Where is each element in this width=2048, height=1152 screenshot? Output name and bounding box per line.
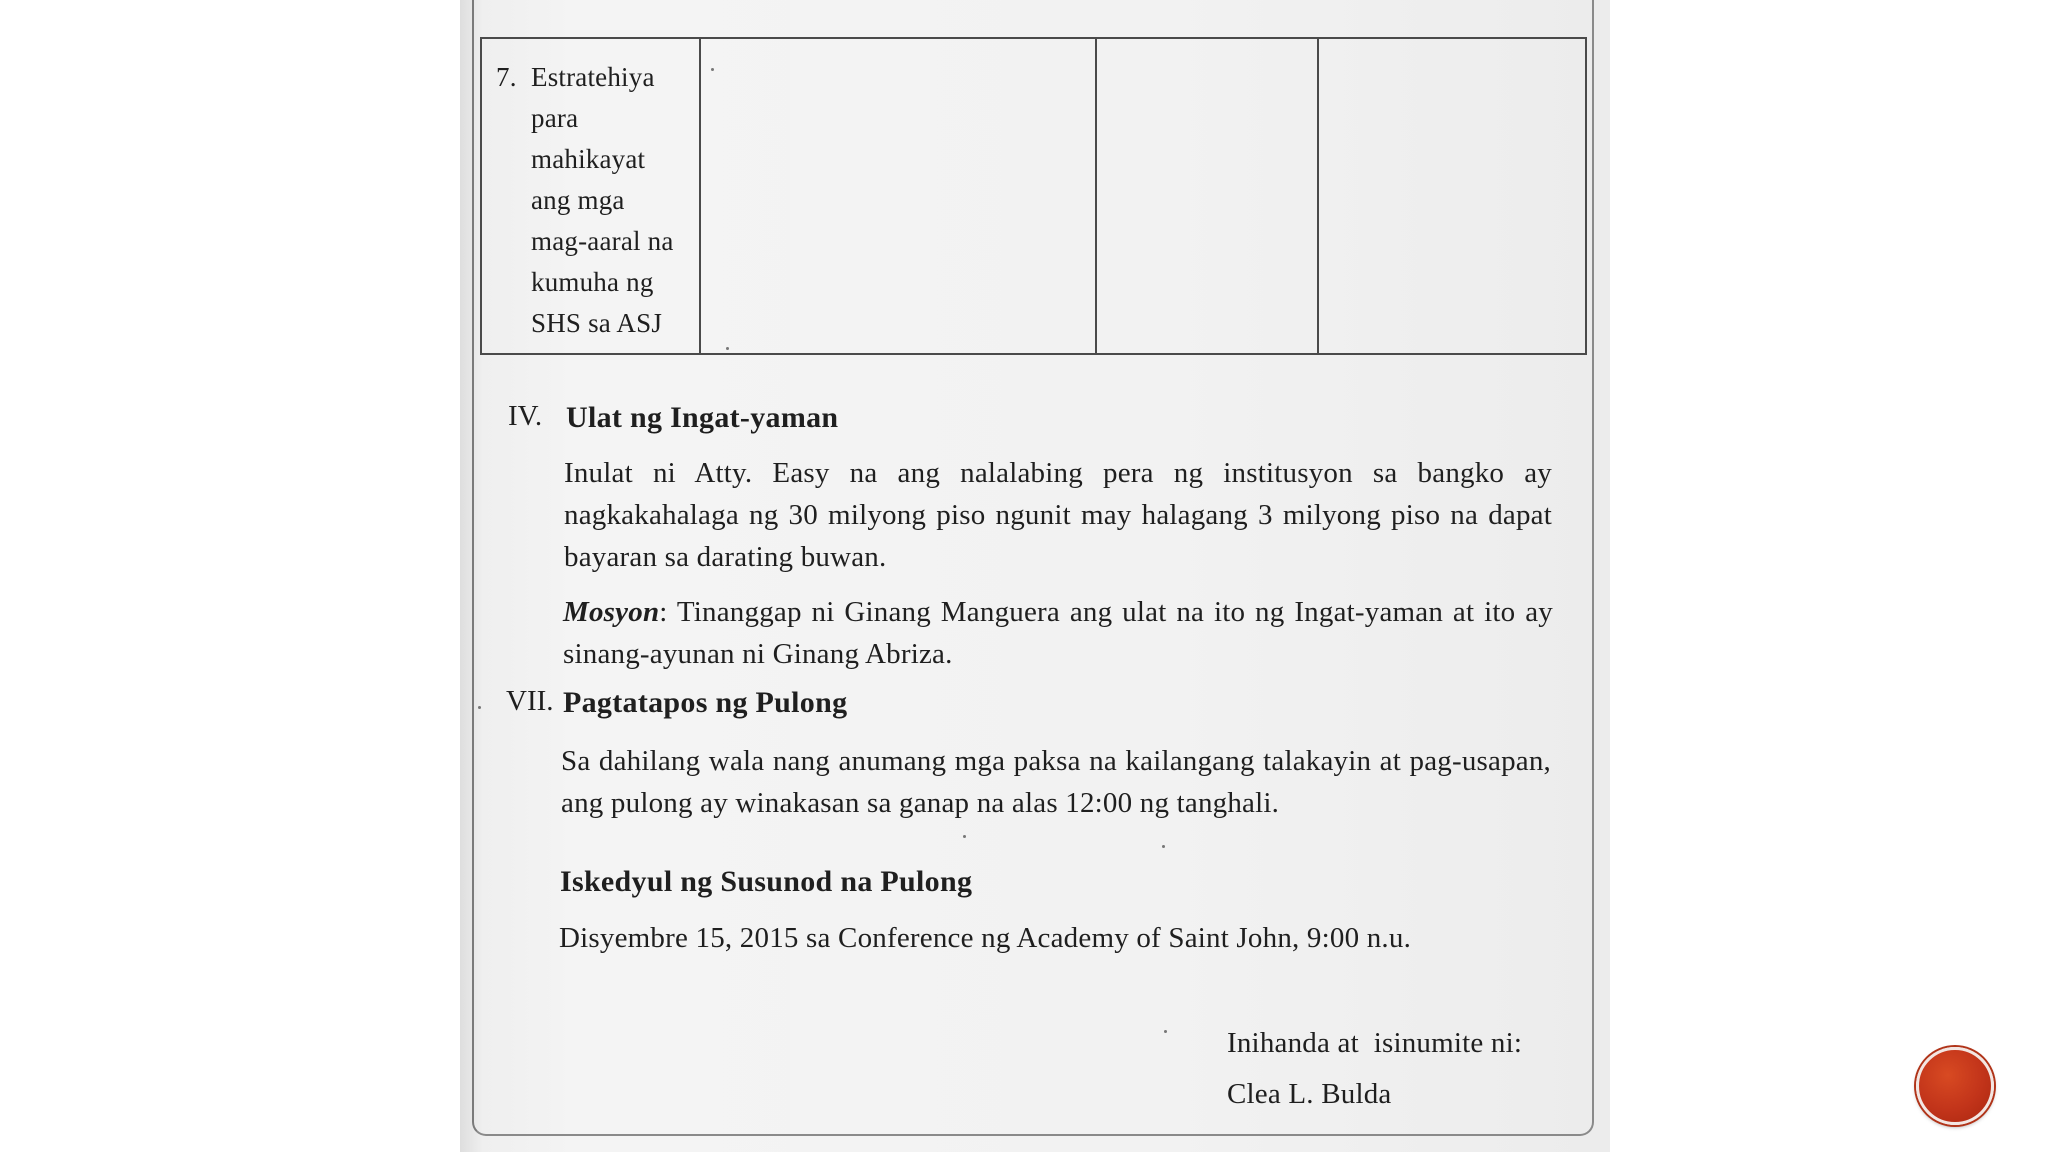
table-cell-empty <box>1096 38 1318 354</box>
prepared-by-label: Inihanda at isinumite ni: <box>1227 1027 1523 1059</box>
table-row <box>481 38 1586 354</box>
section-vii-body: Sa dahilang wala nang anumang mga paksa na kailangang talakayin at pag-usapan, ang pulong ay winakasan sa ganap na alas 12:00 ng tanghali. <box>561 745 1551 819</box>
section-iv-body: Inulat ni Atty. Easy na ang nalalabing pera ng institusyon sa bangko ay nagkakahalaga ng 30 milyong piso ngunit may halagang 3 milyong piso na dapat bayaran sa darating buwan. <box>564 457 1552 573</box>
row-number: 7. <box>496 62 517 92</box>
section-iv-title: Ulat ng Ingat-yaman <box>566 401 839 434</box>
next-meeting-title: Iskedyul ng Susunod na Pulong <box>560 865 973 898</box>
section-vii-title: Pagtatapos ng Pulong <box>563 686 848 719</box>
next-meeting-details: Disyembre 15, 2015 sa Conference ng Academy of Saint John, 9:00 n.u. <box>559 922 1412 954</box>
slide-nav-button[interactable] <box>1916 1047 1994 1125</box>
document-photo <box>460 0 1610 1152</box>
table-cell-topic <box>481 38 700 354</box>
row-label: Estratehiya para mahikayat ang mga mag-aaral na kumuha ng SHS sa ASJ <box>531 62 674 338</box>
agenda-table <box>480 37 1587 355</box>
table-cell-empty <box>1318 38 1586 354</box>
motion-label: Mosyon <box>563 596 660 628</box>
section-iv-numeral: IV. <box>508 400 543 432</box>
section-iv-motion <box>563 591 1553 675</box>
preparer-name: Clea L. Bulda <box>1227 1078 1392 1110</box>
table-cell-empty <box>700 38 1096 354</box>
motion-text: : Tinanggap ni Ginang Manguera ang ulat na ito ng Ingat-yaman at ito ay sinang-ayunan ni Ginang Abriza. <box>563 596 1553 670</box>
section-vii-numeral: VII. <box>506 685 554 717</box>
